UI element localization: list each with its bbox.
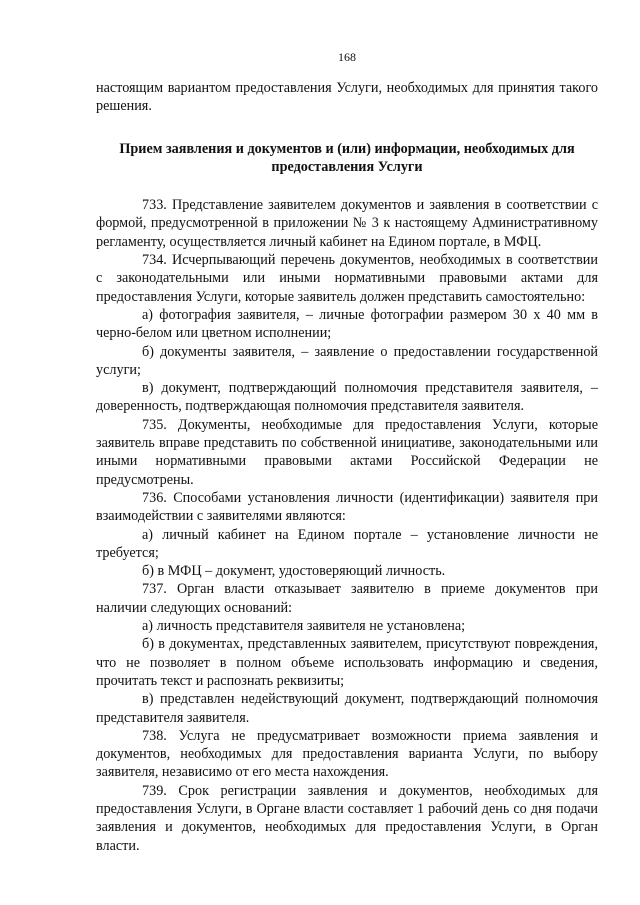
intro-paragraph: настоящим вариантом предоставления Услуги, необходимых для принятия такого решения. [96,80,598,115]
paragraph-733: 733. Представление заявителем документов и заявления в соответствии с формой, предусмотренной в приложении № 3 к настоящему Административному регламенту, осуществляется личный кабинет на Едином портале, в МФЦ. [96,197,598,250]
paragraph-734-a: а) фотография заявителя, – личные фотографии размером 30 х 40 мм в черно-белом или цветном исполнении; [96,306,598,342]
paragraph-735: 735. Документы, необходимые для предоставления Услуги, которые заявитель вправе представить по собственной инициативе, законодательными или иными нормативными правовыми актами Российской Федерации не предусмотрены. [96,416,598,488]
paragraph-737: 737. Орган власти отказывает заявителю в приеме документов при наличии следующих оснований: [96,581,598,616]
page-number: 168 [338,50,356,64]
section-heading: Прием заявления и документов и (или) информации, необходимых для предоставления Услуги [119,140,575,175]
paragraph-739: 739. Срок регистрации заявления и документов, необходимых для предоставления Услуги, в Органе власти составляет 1 рабочий день со дня подачи заявления и документов, необходимых для предоставления Услуги, в Орган власти. [96,782,598,854]
paragraph-734-b: б) документы заявителя, – заявление о предоставлении государственной услуги; [96,343,598,378]
paragraph-736-a: а) личный кабинет на Едином портале – установление личности не требуется; [96,526,598,561]
paragraph-734-c: в) документ, подтверждающий полномочия представителя заявителя, – доверенность, подтверждающая полномочия представителя заявителя. [96,380,598,415]
paragraph-738: 738. Услуга не предусматривает возможности приема заявления и документов, необходимых для предоставления варианта Услуги, по выбору заявителя, независимо от его места нахождения. [96,727,598,781]
paragraph-737-b: б) в документах, представленных заявителем, присутствуют повреждения, что не позволяет в полном объеме использовать информацию и сведения, прочитать текст и распознать реквизиты; [96,636,598,689]
paragraph-737-c: в) представлен недействующий документ, подтверждающий полномочия представителя заявителя. [96,691,598,726]
paragraph-736-b: б) в МФЦ – документ, удостоверяющий личность. [142,563,446,580]
paragraph-734: 734. Исчерпывающий перечень документов, необходимых в соответствии с законодательными или иными нормативными правовыми актами для предоставления Услуги, которые заявитель должен представить самостоятельно: [96,252,598,305]
paragraph-736: 736. Способами установления личности (идентификации) заявителя при взаимодействии с заявителями являются: [96,489,598,525]
paragraph-737-a: а) личность представителя заявителя не установлена; [142,618,466,635]
